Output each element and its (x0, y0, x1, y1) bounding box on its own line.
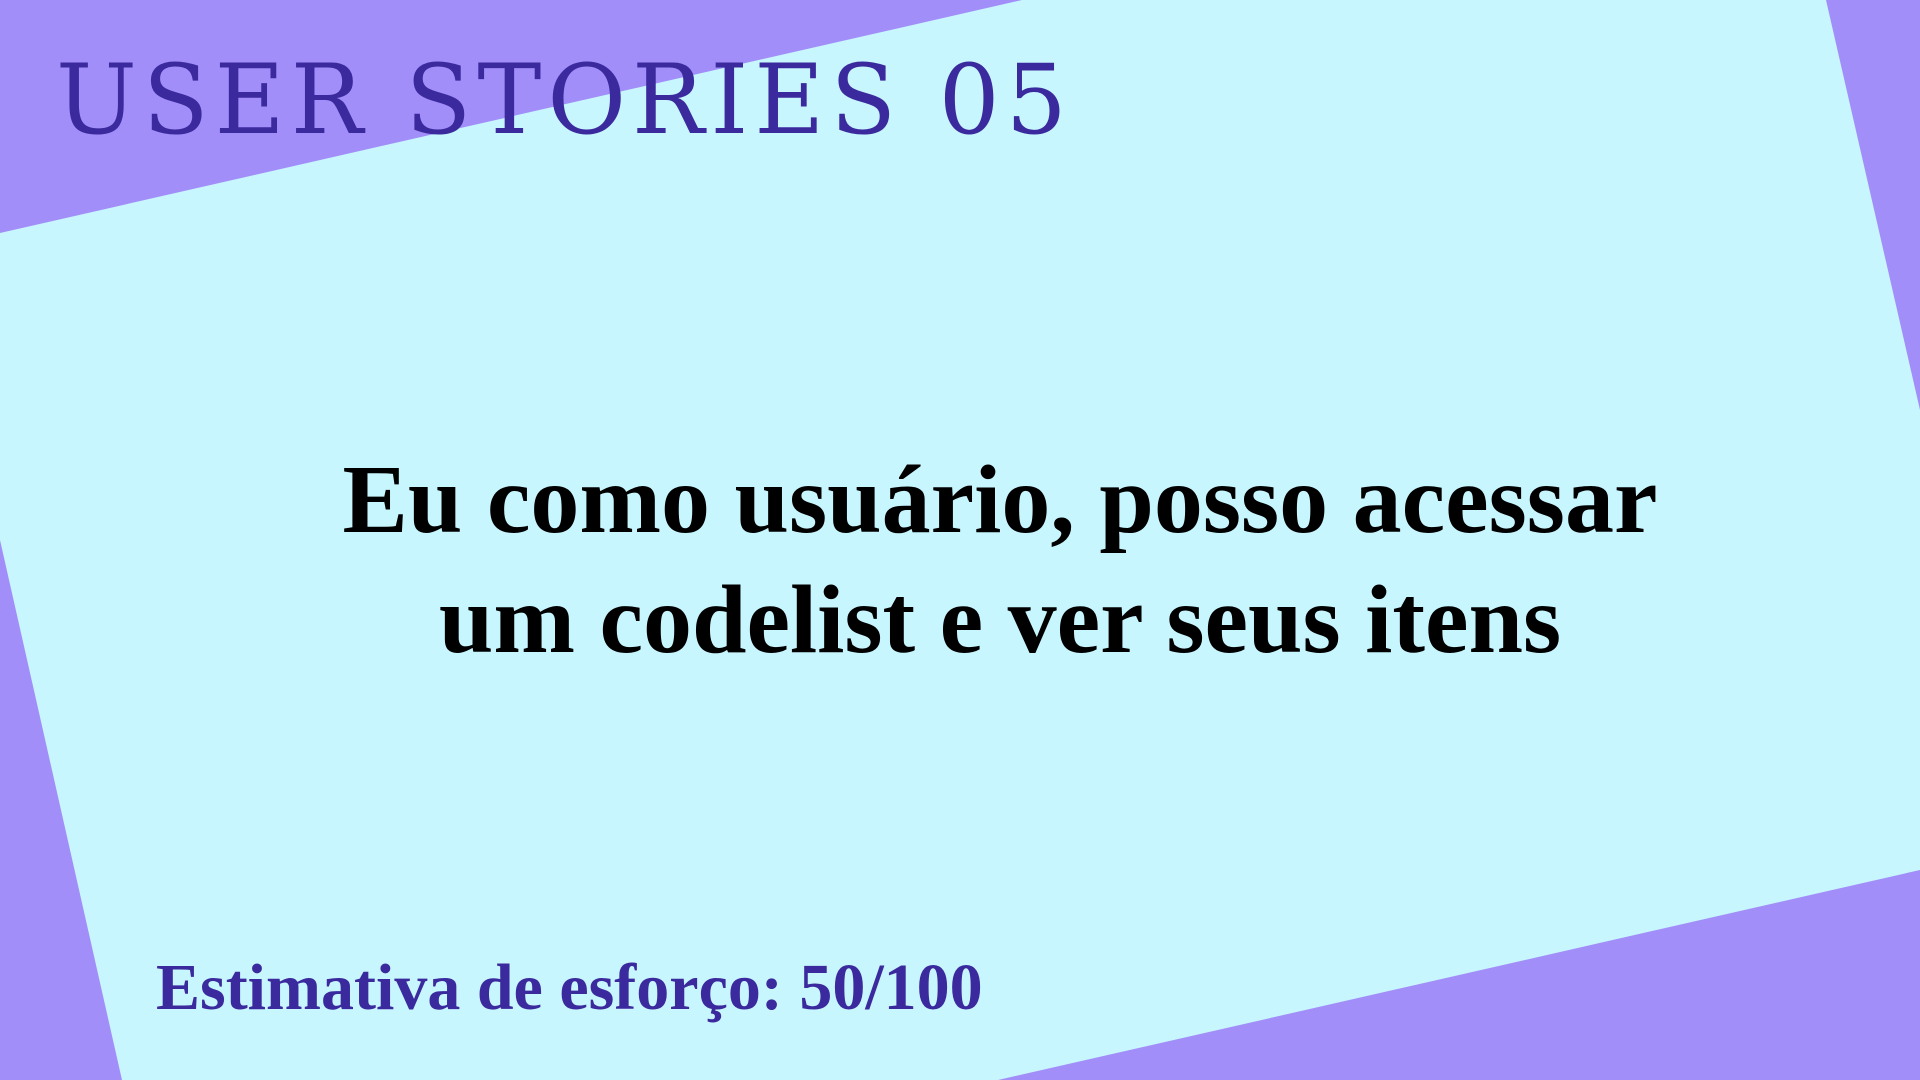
effort-estimate: Estimativa de esforço: 50/100 (156, 951, 983, 1024)
slide-title: USER STORIES 05 (56, 44, 1073, 156)
user-story-text (200, 440, 1800, 680)
user-story-line: Eu como usuário, posso acessar (342, 446, 1658, 554)
user-story-line: um codelist e ver seus itens (438, 566, 1562, 674)
